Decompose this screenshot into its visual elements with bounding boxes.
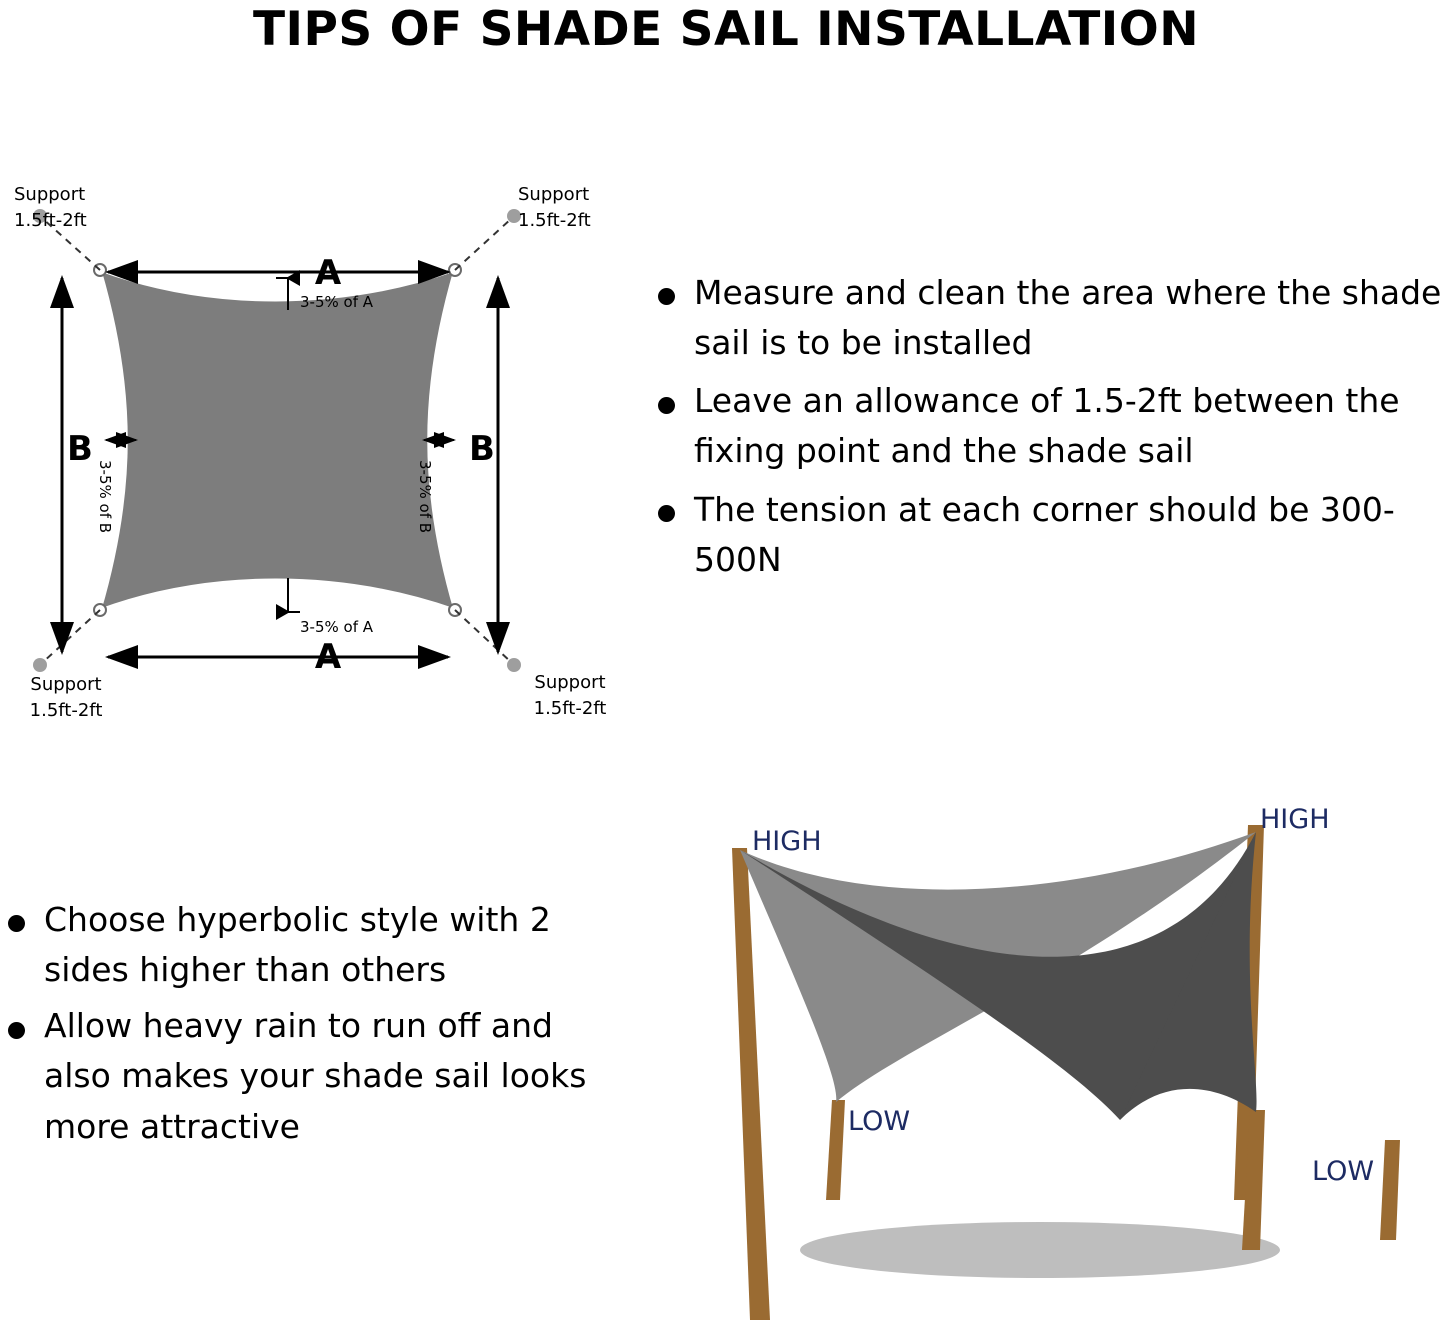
post-low-right-far — [1380, 1140, 1400, 1240]
list-item: Choose hyperbolic style with 2 sides higher than others — [0, 895, 630, 995]
curve-depth-left: 3-5% of B — [96, 460, 114, 534]
support-label-bottom-left: Support — [30, 674, 102, 695]
page-title: TIPS OF SHADE SAIL INSTALLATION — [252, 2, 1200, 57]
sail-shape — [100, 270, 455, 610]
dimension-b-right: B — [469, 429, 495, 469]
dimension-a-bottom: A — [314, 637, 342, 677]
label-high-left: HIGH — [752, 826, 822, 857]
label-low-right: LOW — [1312, 1156, 1375, 1187]
label-high-right: HIGH — [1260, 804, 1330, 835]
dimension-a-top: A — [314, 253, 342, 293]
support-label-bottom-right: Support — [534, 672, 606, 693]
support-value-top-left: 1.5ft-2ft — [14, 210, 87, 231]
support-label-top-left: Support — [14, 184, 86, 205]
support-label-top-right: Support — [518, 184, 590, 205]
dimension-b-left: B — [67, 429, 93, 469]
curve-depth-right: 3-5% of B — [416, 460, 434, 534]
curve-depth-top: 3-5% of A — [300, 293, 374, 311]
post-low-left — [826, 1100, 845, 1200]
ground-shadow — [800, 1222, 1280, 1278]
curve-depth-bottom: 3-5% of A — [300, 618, 374, 636]
rectangular-sail-diagram — [0, 160, 660, 740]
list-item: Measure and clean the area where the shade sail is to be installed — [650, 268, 1450, 368]
list-item: Allow heavy rain to run off and also makes your shade sail looks more attractive — [0, 1001, 630, 1151]
list-item: Leave an allowance of 1.5-2ft between the fixing point and the shade sail — [650, 376, 1450, 476]
support-value-bottom-left: 1.5ft-2ft — [29, 700, 103, 721]
tips-list-bottom — [0, 895, 630, 1158]
post-high-left — [732, 848, 770, 1320]
tips-list-top — [650, 268, 1450, 593]
hyperbolic-sail-diagram — [640, 780, 1452, 1325]
support-value-top-right: 1.5ft-2ft — [518, 210, 591, 231]
label-low-left: LOW — [848, 1106, 911, 1137]
support-value-bottom-right: 1.5ft-2ft — [533, 698, 607, 719]
list-item: The tension at each corner should be 300-500N — [650, 485, 1450, 585]
